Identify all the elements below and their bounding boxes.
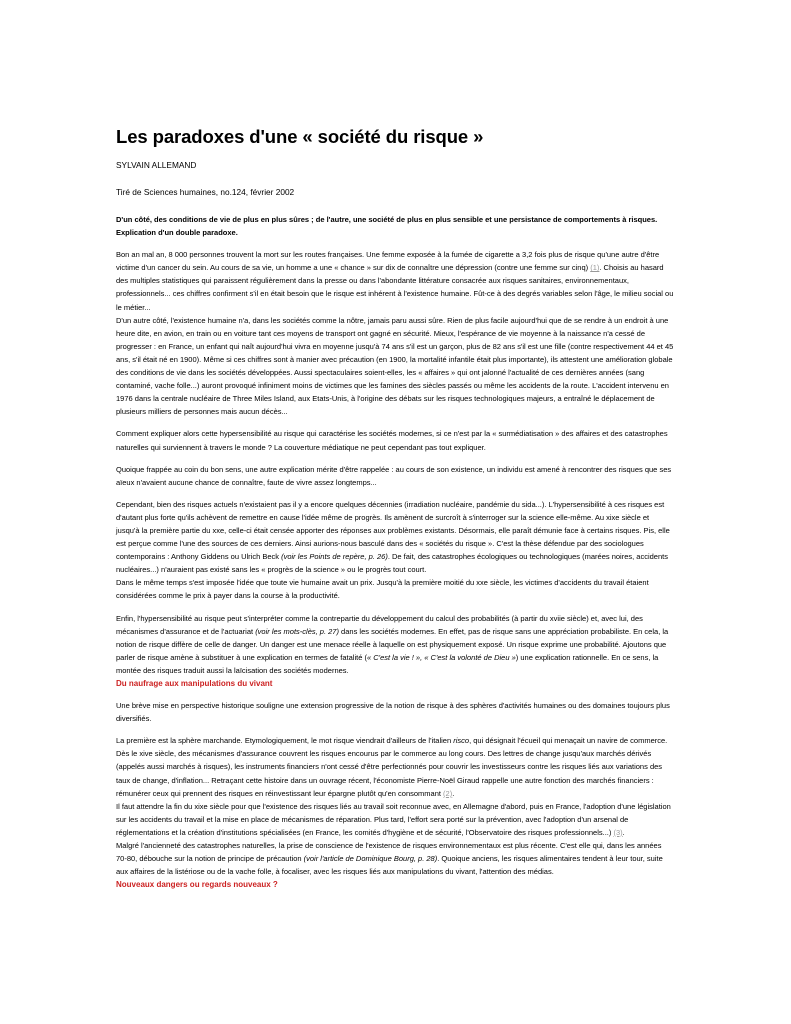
text-span: . De fait, des catastrophes écologiques ou technologiques (marées noires, accidents nucléaires...) n'auraient pas existé sans les « progrès de la science » ou le progrès tout court. [116, 552, 668, 575]
text-span: , qui désignait l'écueil qui menaçait un navire de commerce. Dès le xive siècle, des mécanismes d'assurance couvrent les risques encourus par le commerce au long cours. Des lettres de change jusqu'aux marchés dérivés (appelés aussi marchés à risques), les instruments financiers n'ont cessé d'être perfectionnés pour couvrir les investisseurs contre les risques liés aux variations des taux de change, d'inflation... Retraçant cette histoire dans un ouvrage récent, l'économiste Pierre-Noël Giraud rappelle une autre fonction des marchés financiers : rémunérer ceux qui prennent des risques en réinvestissant leur épargne plutôt qu'en consommant [116, 736, 668, 798]
source-citation: Tiré de Sciences humaines, no.124, février 2002 [116, 187, 295, 197]
cross-reference: (voir l'article de Dominique Bourg, p. 28) [303, 854, 438, 864]
paragraph-1 [116, 248, 674, 313]
footnote-link-3[interactable]: (3) [613, 827, 623, 837]
text-span: Il faut attendre la fin du xixe siècle pour que l'existence des risques liés au travail soit reconnue avec, en Allemagne d'abord, puis en France, l'adoption d'une législation sur les accidents du travail et la mise en place de mécanismes de réparation. Plus tard, l'effort sera porté sur la prévention, avec l'adoption d'un arsenal de réglementations et la création d'institutions spécialisées (en France, les comités d'hygiène et de sécurité, l'Observatoire des risques professionnels...) [116, 801, 671, 837]
cross-reference: (voir les Points de repère, p. 26) [281, 552, 388, 562]
paragraph-6: Dans le même temps s'est imposée l'idée que toute vie humaine avait un prix. Jusqu'à la première moitié du xxe siècle, les victimes d'accidents du travail étaient considérées comme le prix à payer dans la course à la productivité. [116, 578, 649, 601]
italic-word: risco [453, 736, 470, 746]
text-span: dans les sociétés modernes. En effet, pas de risque sans une appréciation probabiliste. En cela, la notion de risque diffère de celle de danger. Un danger est une menace réelle à laquelle on est physiquement exposé. Un risque exprime une probabilité. Ajoutons que parler de risque amène à substituer à une explication en termes de fatalité ( [116, 626, 669, 662]
footnote-link-2[interactable]: (2) [443, 788, 453, 798]
section-heading-1: Du naufrage aux manipulations du vivant [116, 679, 273, 688]
footnote-link-1[interactable]: (1) [590, 263, 600, 273]
lead-paragraph: D'un côté, des conditions de vie de plus en plus sûres ; de l'autre, une société de plus en plus sensible et une persistance de comportements à risques. Explication d'un double paradoxe. [116, 215, 658, 238]
paragraph-7 [116, 612, 674, 677]
article-title: Les paradoxes d'une « société du risque » [116, 126, 484, 147]
paragraph-2: D'un autre côté, l'existence humaine n'a, dans les sociétés comme la nôtre, jamais paru aussi sûre. Rien de plus facile aujourd'hui que de se rendre à un endroit à une heure dite, en avion, en train ou en voiture tant ces moyens de transport ont gagné en sécurité. Mieux, l'espérance de vie moyenne à la naissance n'a cessé de progresser : en France, un enfant qui naît aujourd'hui vivra en moyenne jusqu'à 74 ans s'il est un garçon, plus de 82 ans s'il est une fille (contre respectivement 44 et 45 ans, s'il était né en 1900). Même si ces chiffres sont à manier avec précaution (en 1900, la mortalité infantile était plus importante), ils attestent une amélioration globale des conditions de vie dans les sociétés développées. Aussi spectaculaires soient-elles, les « affaires » qui ont jalonné l'actualité de ces dernières années (sang contaminé, vache folle...) auront provoqué infiniment moins de victimes que les famines des siècles passés ou même les accidents de la route. L'accident intervenu en 1976 dans la centrale nucléaire de Three Miles Island, aux Etats-Unis, à l'origine des débats sur les risques technologiques majeurs, a entraîné le déplacement de plusieurs milliers de personnes mais aucun décès... [116, 315, 674, 417]
text-span: Malgré l'ancienneté des catastrophes naturelles, la prise de conscience de l'existence de risques environnementaux est plus récente. C'est elle qui, dans les années 70-80, débouche sur la notion de principe de précaution [116, 841, 662, 864]
paragraph-5 [116, 498, 674, 577]
text-span: Cependant, bien des risques actuels n'existaient pas il y a encore quelques décennies (irradiation nucléaire, pandémie du sida...). L'hypersensibilité à ces risques est d'autant plus forte qu'ils achèvent de remettre en cause l'idée même de progrès. Ils amènent de surcroît à s'interroger sur la science elle-même. Au xixe siècle et jusqu'à la première partie du xxe, celle-ci était censée apporter des réponses aux problèmes existants. Désormais, elle paraît démunie face à certains risques. Pis, elle est perçue comme l'une des sources de ces derniers. Ainsi aurions-nous basculé dans des « sociétés du risque ». C'est la thèse défendue par des sociologues contemporains : Anthony Giddens ou Ulrich Beck [116, 499, 670, 562]
cross-reference: (voir les mots-clès, p. 27) [255, 626, 339, 636]
text-span: La première est la sphère marchande. Etymologiquement, le mot risque viendrait d'ailleurs de l'italien [116, 736, 454, 746]
paragraph-11 [116, 839, 674, 878]
article-body [116, 213, 674, 900]
text-span: . Choisis au hasard des multiples statistiques qui paraissent régulièrement dans la presse ou dans l'abondante littérature consacrée aux risques sanitaires, environnementaux, professionnels... ces chiffres confirment s'il en était besoin que le risque est inhérent à l'existence humaine. Fût-ce à des degrés variables selon l'âge, le milieu social ou le métier... [116, 263, 674, 312]
paragraph-8: Une brève mise en perspective historique souligne une extension progressive de la notion de risque à des sphères d'activités humaines ou des domaines toujours plus diversifiés. [116, 701, 670, 724]
text-span: . [622, 827, 625, 837]
quote: « C'est la vie ! », « C'est la volonté de Dieu » [366, 652, 516, 662]
paragraph-9 [116, 734, 674, 799]
paragraph-10 [116, 800, 674, 839]
text-span: . Quoique anciens, les risques alimentaires tendent à leur tour, suite aux affaires de la listériose ou de la vache folle, à focaliser, avec les risques liés aux manipulations du vivant, l'attention des médias. [116, 854, 663, 877]
paragraph-3: Comment expliquer alors cette hypersensibilité au risque qui caractérise les sociétés modernes, si ce n'est par la « surmédiatisation » des affaires et des catastrophes naturelles qui surviennent à travers le monde ? La couverture médiatique ne peut cependant pas tout expliquer. [116, 429, 668, 452]
text-span: Enfin, l'hypersensibilité au risque peut s'interpréter comme la contrepartie du développement du calcul des probabilités (à partir du xviie siècle) et, avec lui, des mécanismes d'assurance et de l'actuariat [116, 613, 643, 636]
paragraph-4: Quoique frappée au coin du bon sens, une autre explication mérite d'être rappelée : au cours de son existence, un individu est amené à rencontrer des risques que ses aïeux n'avaient aucune chance de connaître, faute de vivre assez longtemps... [116, 464, 672, 487]
section-heading-2: Nouveaux dangers ou regards nouveaux ? [116, 880, 278, 890]
text-span: Bon an mal an, 8 000 personnes trouvent la mort sur les routes françaises. Une femme exposée à la fumée de cigarette a 3,2 fois plus de risque qu'une autre d'être victime d'un cancer du sein. Au cours de sa vie, un homme a une « chance » sur dix de connaître une dépression (contre une femme sur cinq) [116, 250, 660, 273]
text-span: . [452, 788, 455, 798]
text-span: ) une explication rationnelle. En ce sens, la montée des risques traduit aussi la laïcisation des sociétés modernes. [116, 652, 659, 675]
author-name: SYLVAIN ALLEMAND [116, 160, 197, 170]
